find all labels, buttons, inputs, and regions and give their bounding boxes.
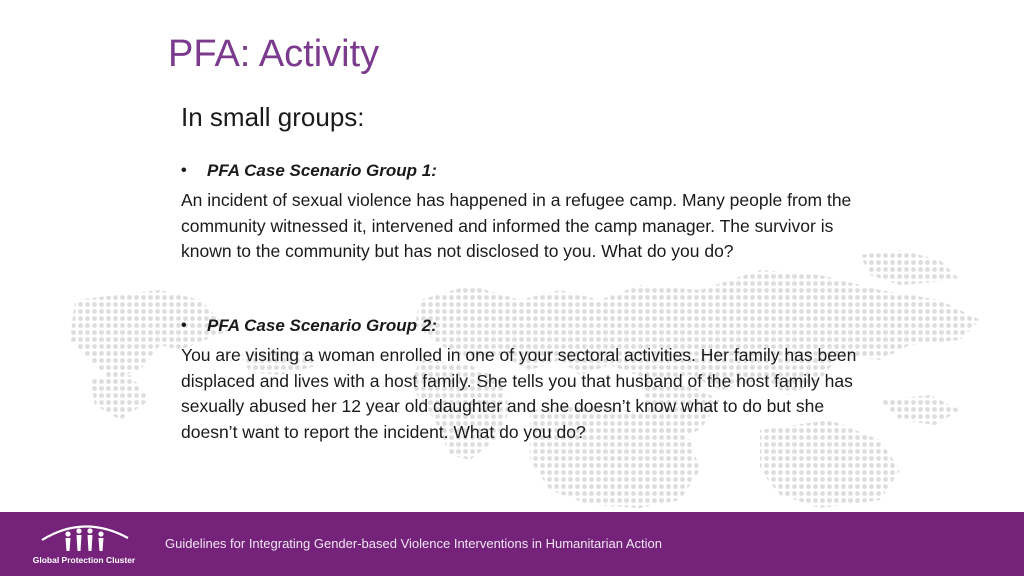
logo-figures-icon — [28, 520, 140, 556]
scenario-heading-row — [181, 313, 861, 339]
scenario-group-1 — [181, 158, 861, 265]
scenario-text: You are visiting a woman enrolled in one of your sectoral activities. Her family has been displaced and lives with a host family. She tells you that husband of the host family has sexually abused her 12 year old daughter and she doesn’t know what to do but she doesn’t want to report the incident. What do you do? — [181, 345, 857, 442]
global-protection-cluster-logo-icon — [28, 520, 140, 574]
slide-subtitle: In small groups: — [181, 102, 365, 132]
scenario-heading: PFA Case Scenario Group 2: — [207, 316, 437, 335]
scenario-heading-row — [181, 158, 861, 184]
logo-name: Global Protection Cluster — [32, 555, 136, 565]
scenario-heading: PFA Case Scenario Group 1: — [207, 161, 437, 180]
slide-title: PFA: Activity — [168, 33, 380, 75]
scenario-text: An incident of sexual violence has happened in a refugee camp. Many people from the community witnessed it, intervened and informed the camp manager. The survivor is known to the community but has not disclosed to you. What do you do? — [181, 190, 852, 261]
bullet-icon: • — [181, 317, 187, 334]
bullet-icon: • — [181, 162, 187, 179]
footer-text: Guidelines for Integrating Gender-based Violence Interventions in Humanitarian Action — [165, 536, 662, 551]
scenario-group-2 — [181, 313, 861, 445]
footer-bar — [0, 512, 1024, 576]
